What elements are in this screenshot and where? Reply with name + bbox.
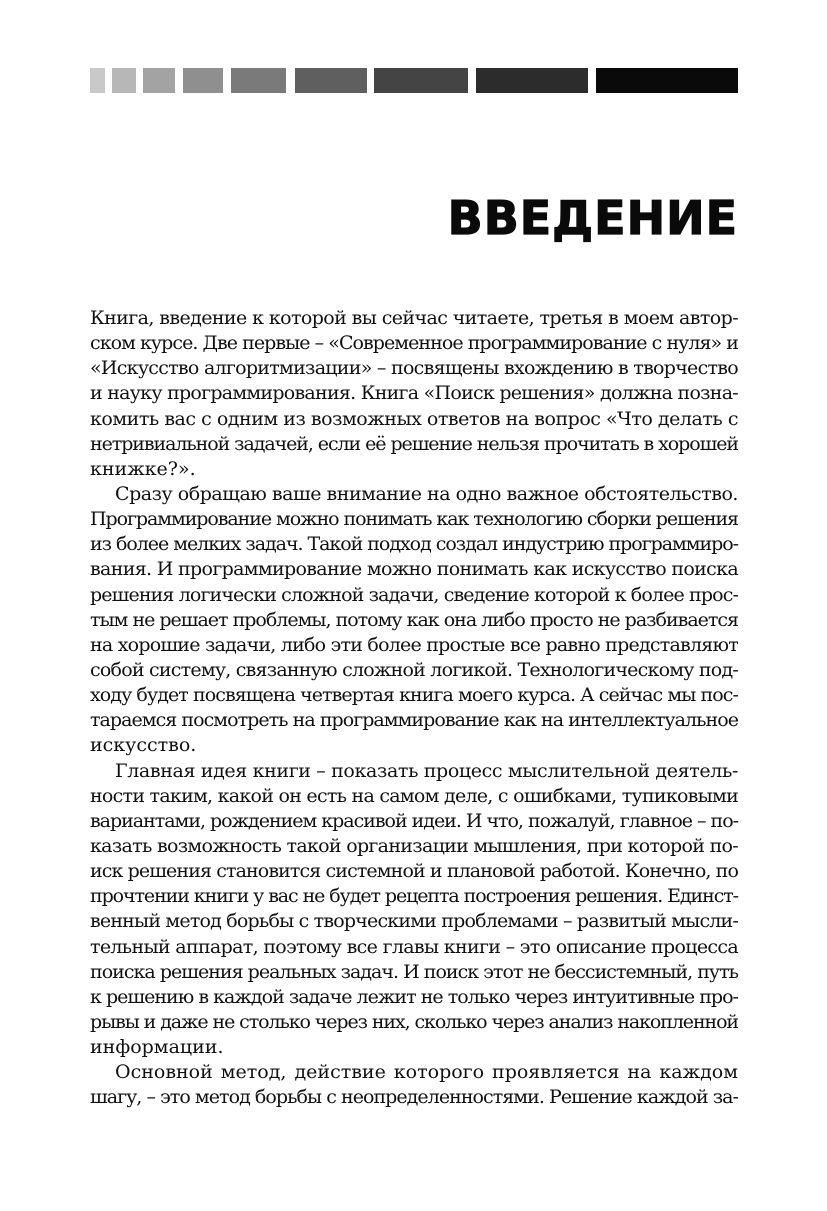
- chapter-title: ВВЕДЕНИЕ: [447, 191, 738, 245]
- text-line: поиска решения реальных задач. И поиск этот не бессистемный, путь: [90, 960, 738, 983]
- text-line: к решению в каждой задаче лежит не только через интуитивные про-: [90, 985, 738, 1008]
- text-line: ском курсе. Две первые – «Современное программирование с нуля» и: [90, 332, 739, 355]
- text-line: Книга, введение к которой вы сейчас читаете, третья в моем автор-: [90, 307, 739, 329]
- text-line: нетривиальной задачей, если её решение нельзя прочитать в хорошей: [90, 432, 738, 455]
- decorative-bar: [374, 68, 468, 93]
- text-line: и науку программирования. Книга «Поиск решения» должна позна-: [90, 382, 738, 405]
- text-line: тельный аппарат, поэтому все главы книги – это описание процесса: [90, 935, 739, 958]
- text-line: информации.: [90, 1036, 224, 1059]
- decorative-bar: [183, 68, 223, 93]
- text-line: Программирование можно понимать как технологию сборки решения: [90, 508, 738, 531]
- text-line: Главная идея книги – показать процесс мыслительной деятель-: [115, 759, 739, 782]
- decorative-bar: [596, 68, 738, 93]
- text-line: книжке?».: [90, 457, 196, 480]
- text-line: «Искусство алгоритмизации» – посвящены вхождению в творчество: [90, 357, 738, 380]
- text-line: на хорошие задачи, либо эти более простые все равно представляют: [90, 633, 739, 656]
- text-line: шагу, – это метод борьбы с неопределенностями. Решение каждой за-: [90, 1086, 738, 1109]
- text-line: решения логически сложной задачи, сведение которой к более прос-: [90, 583, 739, 606]
- decorative-bar: [295, 68, 367, 93]
- text-line: собой систему, связанную сложной логикой. Технологическому под-: [90, 658, 739, 681]
- decorative-bar: [476, 68, 588, 93]
- text-line: из более мелких задач. Такой подход создал индустрию программиро-: [90, 533, 739, 556]
- text-line: прочтении книги у вас не будет рецепта построения решения. Единст-: [90, 885, 739, 908]
- decorative-bar: [90, 68, 105, 93]
- decorative-bar: [143, 68, 175, 93]
- text-line: ности таким, какой он есть на самом деле, с ошибками, тупиковыми: [90, 784, 738, 807]
- text-line: иск решения становится системной и плановой работой. Конечно, по: [90, 860, 738, 883]
- decorative-bar: [231, 68, 286, 93]
- decorative-bar: [112, 68, 136, 93]
- text-line: комить вас с одним из возможных ответов на вопрос «Что делать с: [90, 407, 739, 430]
- text-line: рывы и даже не столько через них, сколько через анализ накопленной: [90, 1010, 738, 1033]
- text-line: казать возможность такой организации мышления, при которой по-: [90, 834, 739, 857]
- text-line: вания. И программирование можно понимать как искусство поиска: [90, 558, 739, 581]
- text-line: искусство.: [90, 734, 197, 757]
- text-line: Основной метод, действие которого проявляется на каждом: [115, 1061, 738, 1084]
- text-line: вариантами, рождением красивой идеи. И что, пожалуй, главное – по-: [90, 809, 739, 832]
- text-line: ходу будет посвящена четвертая книга моего курса. А сейчас мы пос-: [90, 684, 738, 707]
- text-line: Сразу обращаю ваше внимание на одно важное обстоятельство.: [115, 482, 738, 505]
- body-text: [90, 306, 738, 1111]
- text-line: венный метод борьбы с творческими проблемами – развитый мысли-: [90, 910, 738, 933]
- decorative-gradient-bars: [90, 68, 738, 93]
- text-line: тым не решает проблемы, потому как она либо просто не разбивается: [90, 608, 739, 631]
- text-line: тараемся посмотреть на программирование как на интеллектуальное: [90, 709, 738, 732]
